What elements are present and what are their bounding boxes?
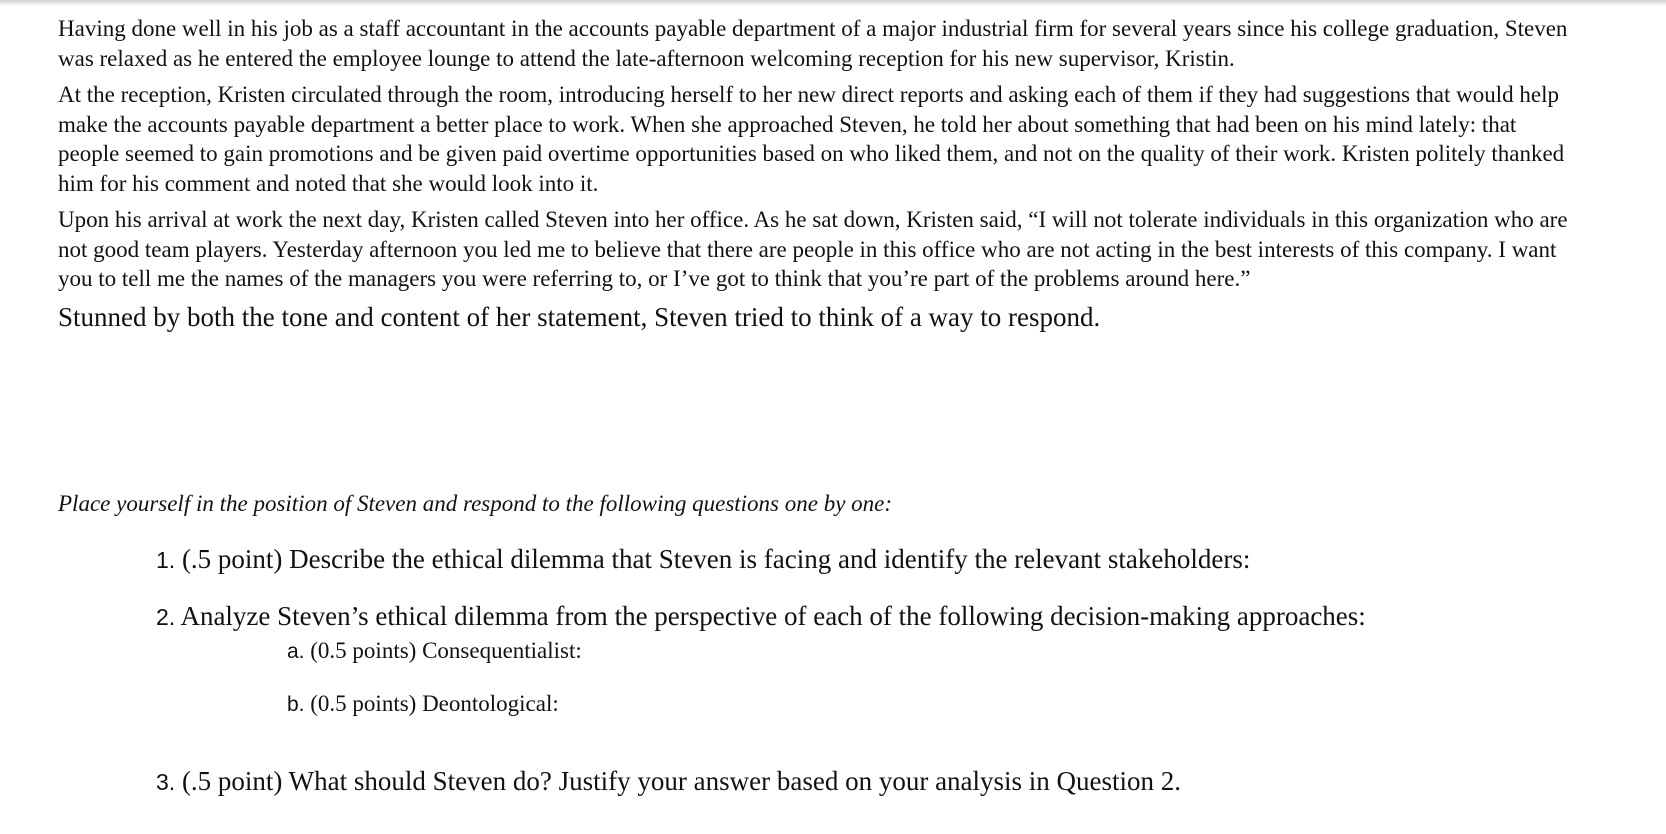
question-2 bbox=[156, 601, 1366, 632]
question-number: 3. bbox=[156, 769, 176, 795]
instruction-text: Place yourself in the position of Steven and respond to the following questions one by one: bbox=[58, 491, 893, 516]
question-text: (.5 point) What should Steven do? Justify your answer based on your analysis in Question 2. bbox=[181, 766, 1182, 796]
question-number: 1. bbox=[156, 547, 176, 573]
question-number: 2. bbox=[156, 604, 176, 630]
subquestion-letter: a. bbox=[287, 640, 305, 663]
subquestion-b bbox=[287, 691, 559, 717]
question-3 bbox=[156, 766, 1181, 797]
paragraph-next-day: Upon his arrival at work the next day, Kristen called Steven into her office. As he sat down, Kristen said, “I will not tolerate individuals in this organization who are not good team players. Yesterday afternoon you led me to believe that there are people in this office who are not acting in the best interests of this company. I want you to tell me the names of the managers you were referring to, or I’ve got to think that you’re part of the problems around here.” bbox=[58, 207, 1568, 291]
question-1 bbox=[156, 544, 1250, 575]
case-study-text bbox=[58, 14, 1598, 333]
subquestion-a bbox=[287, 638, 582, 664]
paragraph-intro: Having done well in his job as a staff accountant in the accounts payable department of a major industrial firm for several years since his college graduation, Steven was relaxed as he entered the employee lounge to attend the late-afternoon welcoming reception for his new supervisor, Kristin. bbox=[58, 16, 1568, 71]
subquestion-text: (0.5 points) Consequentialist: bbox=[310, 638, 582, 663]
top-edge-shadow bbox=[0, 0, 1666, 6]
subquestion-letter: b. bbox=[287, 693, 305, 716]
paragraph-stunned: Stunned by both the tone and content of her statement, Steven tried to think of a way to respond. bbox=[58, 301, 1101, 332]
question-text: (.5 point) Describe the ethical dilemma that Steven is facing and identify the relevant stakeholders: bbox=[181, 544, 1251, 574]
paragraph-reception: At the reception, Kristen circulated through the room, introducing herself to her new direct reports and asking each of them if they had suggestions that would help make the accounts payable department a better place to work. When she approached Steven, he told her about something that had been on his mind lately: that people seemed to gain promotions and be given paid overtime opportunities based on who liked them, and not on the quality of their work. Kristen politely thanked him for his comment and noted that she would look into it. bbox=[58, 82, 1565, 196]
question-text: Analyze Steven’s ethical dilemma from the perspective of each of the following decision-making approaches: bbox=[180, 601, 1366, 631]
subquestion-text: (0.5 points) Deontological: bbox=[310, 691, 559, 716]
